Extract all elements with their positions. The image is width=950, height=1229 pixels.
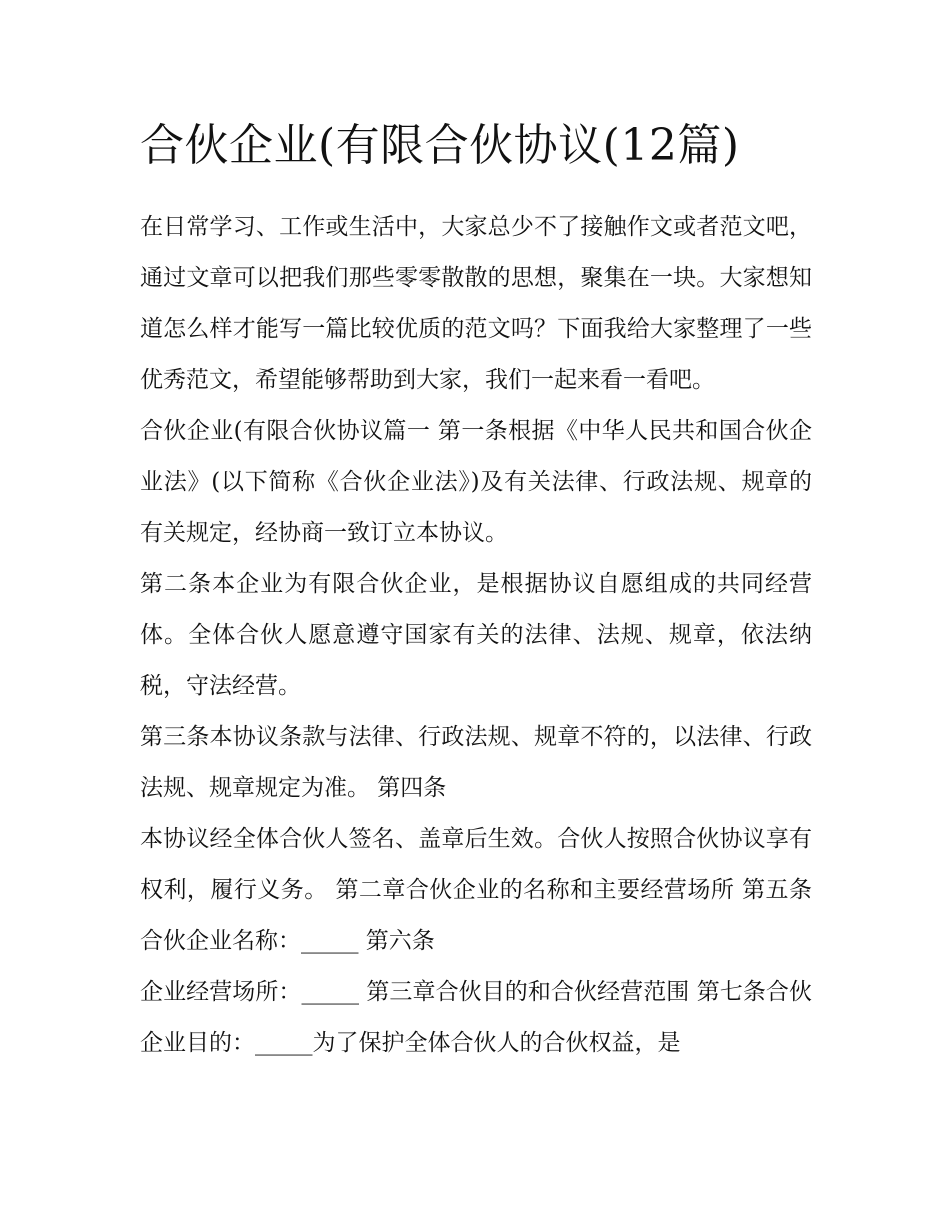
paragraph-article-6: 企业经营场所：_____ 第三章合伙目的和合伙经营范围 第七条合伙企业目的：_____为了保护全体合伙人的合伙权益，是 (140, 979, 812, 1056)
document-body (140, 108, 812, 1069)
paragraph-article-1: 合伙企业(有限合伙协议篇一 第一条根据《中华人民共和国合伙企业法》(以下简称《合伙企业法》)及有关法律、行政法规、规章的有关规定，经协商一致订立本协议。 (140, 418, 812, 546)
paragraph-intro: 在日常学习、工作或生活中，大家总少不了接触作文或者范文吧，通过文章可以把我们那些零零散散的思想，聚集在一块。大家想知道怎么样才能写一篇比较优质的范文吗？下面我给大家整理了一些优秀范文，希望能够帮助到大家，我们一起来看一看吧。 (140, 214, 812, 393)
paragraph-article-2: 第二条本企业为有限合伙企业，是根据协议自愿组成的共同经营体。全体合伙人愿意遵守国家有关的法律、法规、规章，依法纳税，守法经营。 (140, 571, 812, 699)
paragraph-article-3: 第三条本协议条款与法律、行政法规、规章不符的，以法律、行政法规、规章规定为准。 第四条 (140, 724, 812, 801)
paragraph-article-4: 本协议经全体合伙人签名、盖章后生效。合伙人按照合伙协议享有权利，履行义务。 第二章合伙企业的名称和主要经营场所 第五条合伙企业名称：_____ 第六条 (140, 826, 812, 954)
document-title: 合伙企业(有限合伙协议(12篇) (140, 120, 740, 171)
